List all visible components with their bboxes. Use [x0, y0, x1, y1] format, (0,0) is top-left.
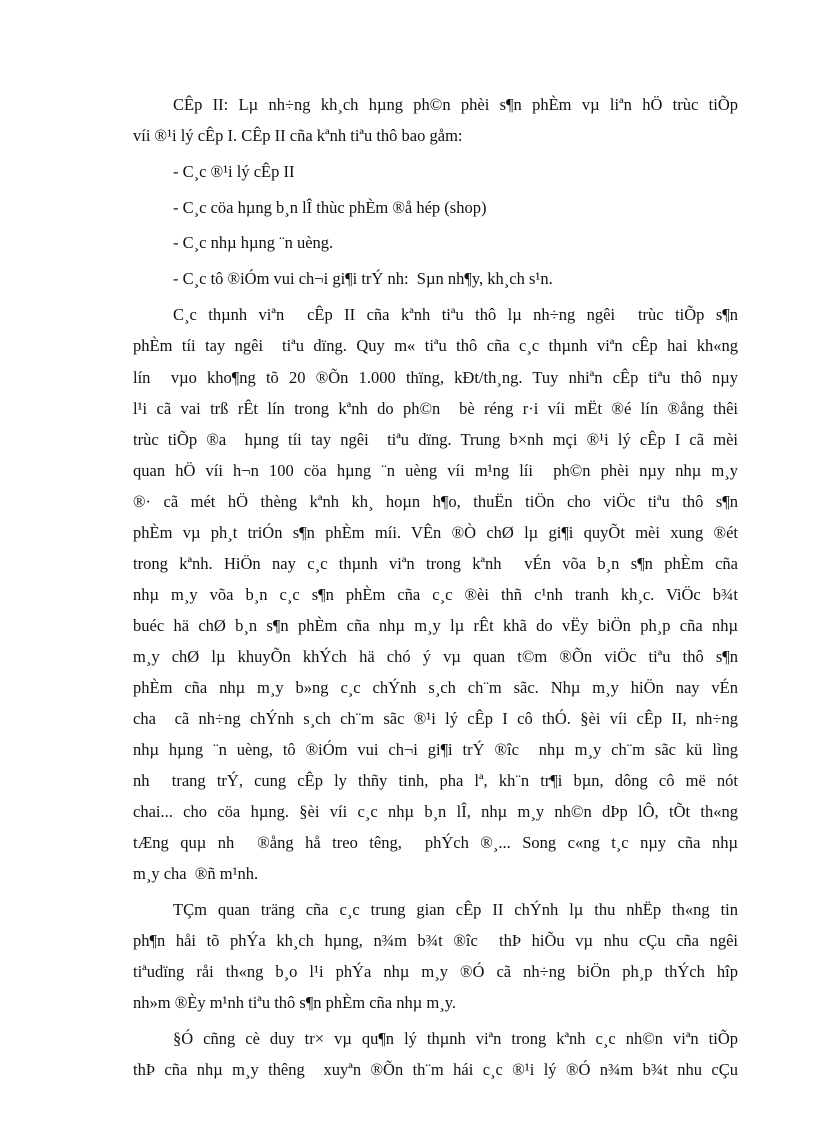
- paragraph-2-line-7: ®· cã mét hÖ thèng kªnh kh¸ hoµn h¶o, thuËn tiÖn cho viÖc tiªu thô s¶n: [133, 492, 738, 511]
- paragraph-2-line-16: nh trang trÝ, cung cÊp ly thñy tinh, pha lª, kh¨n tr¶i bµn, dông cô më nót: [133, 771, 738, 790]
- bullet-item-2: - C¸c cöa hµng b¸n lÎ thùc phÈm ®å hép (shop): [173, 198, 487, 217]
- paragraph-3-line-4: nh»m ®Èy m¹nh tiªu thô s¶n phÈm cña nhµ m¸y.: [133, 993, 457, 1012]
- paragraph-2-line-13: phÈm cña nhµ m¸y b»ng c¸c chÝnh s¸ch ch¨m sãc. Nhµ m¸y hiÖn nay vÉn: [133, 678, 738, 697]
- paragraph-2-line-5: trùc tiÕp ®a hµng tíi tay ngêi tiªu dïng. Trung b×nh mçi ®¹i lý cÊp I cã mèi: [133, 430, 738, 449]
- paragraph-2-line-4: l¹i cã vai trß rÊt lín trong kªnh do ph©n bè réng r·i víi mËt ®é lín ®ång thêi: [133, 399, 738, 418]
- paragraph-3-line-3: tiªudïng råi th«ng b¸o l¹i phÝa nhµ m¸y ®Ó cã nh÷ng biÖn ph¸p thÝch hîp: [133, 962, 738, 981]
- paragraph-2-line-12: m¸y chØ lµ khuyÕn khÝch hä chó ý vµ quan t©m ®Õn viÖc tiªu thô s¶n: [133, 647, 738, 666]
- paragraph-2-line-19: m¸y cha ®ñ m¹nh.: [133, 864, 259, 883]
- paragraph-2-line-10: nhµ m¸y võa b¸n c¸c s¶n phÈm cña c¸c ®èi thñ c¹nh tranh kh¸c. ViÖc b¾t: [133, 585, 738, 604]
- bullet-item-4: - C¸c tô ®iÓm vui ch¬i gi¶i trÝ nh: Sµn nh¶y, kh¸ch s¹n.: [173, 269, 553, 288]
- paragraph-2-line-18: tÆng quµ nh ®ång hå treo têng, phÝch ®¸... Song c«ng t¸c nµy cña nhµ: [133, 833, 738, 852]
- paragraph-2-line-9: trong kªnh. HiÖn nay c¸c thµnh viªn trong kªnh vÉn võa b¸n s¶n phÈm cña: [133, 554, 738, 573]
- paragraph-2-line-17: chai... cho cöa hµng. §èi víi c¸c nhµ b¸n lÎ, nhµ m¸y nh©n dÞp lÔ, tÕt th«ng: [133, 802, 738, 821]
- paragraph-2-line-11: buéc hä chØ b¸n s¶n phÈm cña nhµ m¸y lµ rÊt khã do vËy biÖn ph¸p cña nhµ: [133, 616, 738, 635]
- paragraph-2-line-1: C¸c thµnh viªn cÊp II cña kªnh tiªu thô lµ nh÷ng ngêi trùc tiÕp s¶n: [173, 305, 738, 324]
- paragraph-3-line-2: ph¶n håi tõ phÝa kh¸ch hµng, n¾m b¾t ®îc thÞ hiÕu vµ nhu cÇu cña ngêi: [133, 931, 738, 950]
- bullet-item-1: - C¸c ®¹i lý cÊp II: [173, 162, 295, 181]
- paragraph-1-line-1: CÊp II: Lµ nh÷ng kh¸ch hµng ph©n phèi s¶n phÈm vµ liªn hÖ trùc tiÕp: [173, 95, 738, 114]
- paragraph-3-line-1: TÇm quan träng cña c¸c trung gian cÊp II chÝnh lµ thu nhËp th«ng tin: [173, 900, 738, 919]
- paragraph-2-line-8: phÈm vµ ph¸t triÓn s¶n phÈm míi. VÊn ®Ò chØ lµ gi¶i quyÕt mèi xung ®ét: [133, 523, 738, 542]
- paragraph-2-line-15: nhµ hµng ¨n uèng, tô ®iÓm vui ch¬i gi¶i trÝ ®îc nhµ m¸y ch¨m sãc kü lìng: [133, 740, 738, 759]
- paragraph-4-line-2: thÞ cña nhµ m¸y thêng xuyªn ®Õn th¨m hái c¸c ®¹i lý ®Ó n¾m b¾t nhu cÇu: [133, 1060, 738, 1079]
- paragraph-2-line-14: cha cã nh÷ng chÝnh s¸ch ch¨m sãc ®¹i lý cÊp I cô thÓ. §èi víi cÊp II, nh÷ng: [133, 709, 738, 728]
- paragraph-1-line-2: víi ®¹i lý cÊp I. CÊp II cña kªnh tiªu thô bao gåm:: [133, 126, 463, 145]
- paragraph-2-line-3: lín vµo kho¶ng tõ 20 ®Õn 1.000 thïng, kÐt/th¸ng. Tuy nhiªn cÊp tiªu thô nµy: [133, 368, 738, 387]
- bullet-item-3: - C¸c nhµ hµng ¨n uèng.: [173, 233, 334, 252]
- paragraph-2-line-6: quan hÖ víi h¬n 100 cöa hµng ¨n uèng víi m¹ng líi ph©n phèi nµy nhµ m¸y: [133, 461, 738, 480]
- paragraph-4-line-1: §Ó cñng cè duy tr× vµ qu¶n lý thµnh viªn trong kªnh c¸c nh©n viªn tiÕp: [173, 1029, 738, 1048]
- paragraph-2-line-2: phÈm tíi tay ngêi tiªu dïng. Quy m« tiªu thô cña c¸c thµnh viªn cÊp hai kh«ng: [133, 336, 738, 355]
